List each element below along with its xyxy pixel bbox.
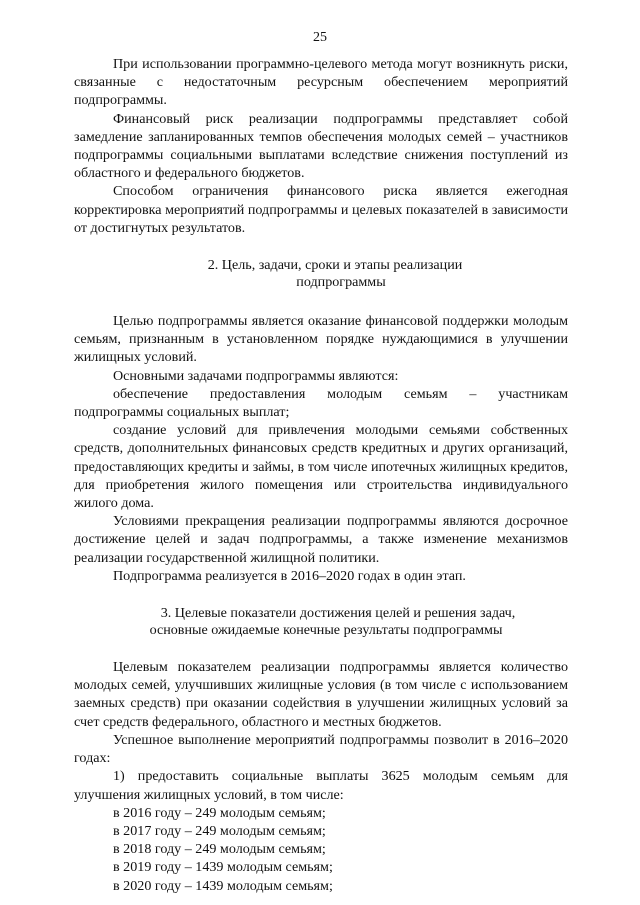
- page-number: 25: [313, 30, 327, 45]
- year-list: [74, 804, 568, 895]
- paragraph: Успешное выполнение мероприятий подпрограммы позволит в 2016–2020 годах:: [74, 731, 568, 767]
- section-3-heading: [74, 605, 568, 638]
- section-2-title-line-1: 2. Цель, задачи, сроки и этапы реализации: [207, 257, 463, 274]
- section-2-title-line-2: подпрограммы: [296, 273, 386, 290]
- section-3-title-line-1: 3. Целевые показатели достижения целей и решения задач,: [160, 605, 516, 622]
- paragraph: обеспечение предоставления молодым семьям – участникам подпрограммы социальных выплат;: [74, 385, 568, 421]
- list-item: в 2020 году – 1439 молодым семьям;: [113, 877, 333, 894]
- paragraph: создание условий для привлечения молодыми семьями собственных средств, дополнительных финансовых средств кредитных и других организаций, предоставляющих кредиты и займы, в том числе ипотечных жилищных кредитов, для приобретения жилого помещения или строительства индивидуального жилого дома.: [74, 422, 568, 512]
- section-2-heading: [74, 257, 568, 290]
- document-body: [74, 55, 568, 895]
- paragraph: Подпрограмма реализуется в 2016–2020 годах в один этап.: [113, 567, 466, 584]
- list-item: в 2016 году – 249 молодым семьям;: [113, 804, 326, 821]
- paragraph: При использовании программно-целевого метода могут возникнуть риски, связанные с недостаточным ресурсным обеспечением мероприятий подпрограммы.: [74, 56, 568, 109]
- paragraph: Финансовый риск реализации подпрограммы представляет собой замедление запланированных темпов обеспечения молодых семей – участников подпрограммы социальными выплатами вследствие снижения поступлений из областного и федерального бюджетов.: [74, 110, 568, 182]
- paragraph: Целевым показателем реализации подпрограммы является количество молодых семей, улучшивших жилищные условия (в том числе с использованием заемных средств) при оказании содействия в улучшении жилищных условий за счет средств федерального, областного и местных бюджетов.: [74, 659, 568, 730]
- list-item: в 2018 году – 249 молодым семьям;: [113, 841, 326, 858]
- paragraph: Способом ограничения финансового риска является ежегодная корректировка мероприятий подпрограммы и целевых показателей в зависимости от достигнутых результатов.: [74, 183, 568, 236]
- paragraph: Целью подпрограммы является оказание финансовой поддержки молодым семьям, признанным в установленном порядке нуждающимися в улучшении жилищных условий.: [74, 313, 568, 366]
- paragraph: Основными задачами подпрограммы являются:: [113, 367, 399, 384]
- section-3-title-line-2: основные ожидаемые конечные результаты подпрограммы: [149, 621, 503, 638]
- list-item: в 2017 году – 249 молодым семьям;: [113, 822, 326, 839]
- paragraph: 1) предоставить социальные выплаты 3625 молодым семьям для улучшения жилищных условий, в том числе:: [74, 768, 568, 803]
- list-item: в 2019 году – 1439 молодым семьям;: [113, 859, 333, 876]
- paragraph: Условиями прекращения реализации подпрограммы являются досрочное достижение целей и задач подпрограммы, а также изменение механизмов реализации государственной жилищной политики.: [74, 513, 568, 566]
